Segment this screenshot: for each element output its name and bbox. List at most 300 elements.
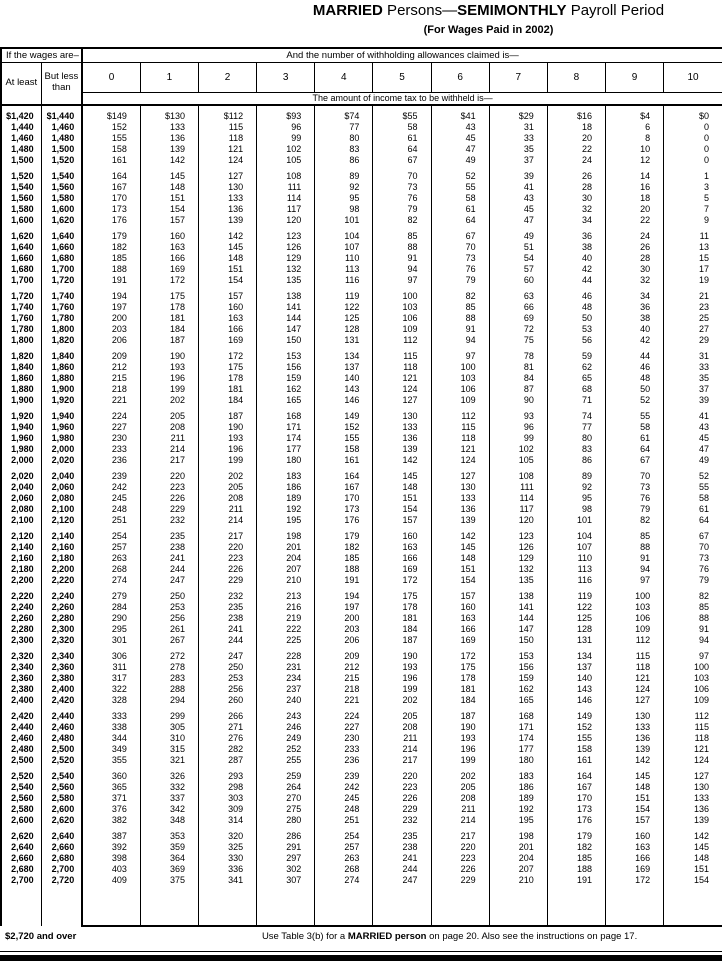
tax-amount-cell: 130 — [198, 182, 256, 193]
table-row — [1, 646, 722, 662]
filler-cell — [431, 886, 489, 926]
tax-amount-cell: 186 — [489, 782, 547, 793]
tax-amount-cell: 46 — [547, 286, 605, 302]
tax-amount-cell: 132 — [489, 564, 547, 575]
tax-amount-cell: 124 — [693, 755, 709, 765]
at-least-cell: 1,860 — [1, 373, 41, 384]
tax-amount-cell: 205 — [198, 482, 256, 493]
tax-amount-cell: 245 — [315, 793, 373, 804]
tax-amount-cell: 122 — [315, 302, 373, 313]
tax-amount-cell: 133 — [693, 793, 709, 803]
table-row — [1, 515, 722, 526]
tax-amount-cell: 68 — [547, 384, 605, 395]
tax-amount-cell: 190 — [140, 346, 198, 362]
tax-amount-cell: 246 — [257, 722, 315, 733]
title-tail: Payroll Period — [566, 2, 665, 19]
table-row — [1, 482, 722, 493]
tax-amount-cell: 194 — [82, 286, 140, 302]
tax-amount-cell: 148 — [693, 853, 709, 863]
tax-amount-cell: 241 — [140, 553, 198, 564]
header-row-3 — [1, 92, 722, 105]
tax-amount-cell: 171 — [257, 422, 315, 433]
tax-amount-cell: 199 — [198, 455, 256, 466]
tax-amount-cell: 264 — [257, 782, 315, 793]
filler-row — [1, 886, 722, 926]
at-least-cell: 2,260 — [1, 613, 41, 624]
but-less-cell: 2,580 — [41, 793, 82, 804]
table-row — [1, 564, 722, 575]
tax-amount-cell: 173 — [315, 504, 373, 515]
tax-amount-cell: 0 — [703, 133, 709, 143]
table-row — [1, 662, 722, 673]
tax-amount-cell: 106 — [431, 384, 489, 395]
table-row — [1, 575, 722, 586]
tax-amount-cell: 108 — [257, 166, 315, 182]
tax-amount-cell: 212 — [315, 662, 373, 673]
tax-amount-cell: 106 — [693, 684, 709, 694]
tax-amount-cell: 176 — [547, 815, 605, 826]
tax-amount-cell: 240 — [257, 695, 315, 706]
tax-amount-cell: 202 — [198, 466, 256, 482]
tax-amount-cell: $4 — [605, 105, 663, 122]
tax-amount-cell: 193 — [373, 662, 431, 673]
tax-amount-cell: 124 — [373, 384, 431, 395]
but-less-cell: 1,560 — [41, 182, 82, 193]
tax-amount-cell: 162 — [257, 384, 315, 395]
tax-amount-cell: 28 — [605, 253, 663, 264]
tax-amount-cell: 0 — [703, 122, 709, 132]
allowance-col-header-1: 1 — [140, 62, 198, 92]
at-least-cell: 2,120 — [1, 526, 41, 542]
tax-amount-cell: 100 — [693, 662, 709, 672]
at-least-cell: 2,380 — [1, 684, 41, 695]
table-row — [1, 204, 722, 215]
tax-amount-cell: 151 — [605, 793, 663, 804]
tax-amount-cell: 158 — [82, 144, 140, 155]
but-less-cell: 2,660 — [41, 842, 82, 853]
tax-amount-cell: 119 — [315, 286, 373, 302]
tax-amount-cell: 67 — [605, 455, 663, 466]
tax-amount-cell: 173 — [82, 204, 140, 215]
tax-amount-cell: 227 — [82, 422, 140, 433]
allowance-col-header-9: 9 — [605, 62, 663, 92]
but-less-cell: 2,200 — [41, 564, 82, 575]
tax-amount-cell: 178 — [198, 373, 256, 384]
but-less-cell: 1,540 — [41, 166, 82, 182]
tax-amount-cell: 24 — [605, 226, 663, 242]
tax-amount-cell: 203 — [82, 324, 140, 335]
tax-amount-cell: 295 — [82, 624, 140, 635]
tax-amount-cell: 127 — [605, 695, 663, 706]
bottom-thick-rule — [0, 955, 722, 961]
but-less-cell: 1,800 — [41, 324, 82, 335]
tax-amount-cell: 87 — [489, 384, 547, 395]
but-less-cell: 1,680 — [41, 253, 82, 264]
tax-amount-cell: 37 — [489, 155, 547, 166]
tax-amount-cell: 211 — [198, 504, 256, 515]
tax-amount-cell: 58 — [698, 493, 709, 503]
tax-amount-cell: 147 — [257, 324, 315, 335]
tax-amount-cell: 227 — [315, 722, 373, 733]
tax-amount-cell: 226 — [198, 564, 256, 575]
at-least-cell: 2,280 — [1, 624, 41, 635]
tax-amount-cell: 266 — [198, 706, 256, 722]
tax-amount-cell: 226 — [373, 793, 431, 804]
tax-amount-cell: 238 — [140, 542, 198, 553]
tax-amount-cell: 198 — [257, 526, 315, 542]
at-least-cell: 1,740 — [1, 302, 41, 313]
tax-amount-cell: 282 — [198, 744, 256, 755]
tax-amount-cell: 206 — [315, 635, 373, 646]
tax-amount-cell: 61 — [605, 433, 663, 444]
but-less-cell: 1,600 — [41, 204, 82, 215]
tax-amount-cell: 190 — [198, 422, 256, 433]
table-row — [1, 624, 722, 635]
table-row — [1, 373, 722, 384]
tax-amount-cell: 184 — [431, 695, 489, 706]
tax-amount-cell: 249 — [257, 733, 315, 744]
tax-amount-cell: 32 — [605, 275, 663, 286]
tax-amount-cell: 64 — [431, 215, 489, 226]
tax-amount-cell: 337 — [140, 793, 198, 804]
tax-amount-cell: 36 — [605, 302, 663, 313]
tax-amount-cell: 201 — [257, 542, 315, 553]
tax-amount-cell: 22 — [605, 215, 663, 226]
at-least-cell: 2,300 — [1, 635, 41, 646]
tax-amount-cell: 142 — [693, 831, 709, 841]
tax-amount-cell: 17 — [698, 264, 709, 274]
at-least-cell: 1,620 — [1, 226, 41, 242]
but-less-cell: 2,720 — [41, 875, 82, 886]
tax-amount-cell: 193 — [198, 433, 256, 444]
tax-amount-cell: 148 — [140, 182, 198, 193]
tax-amount-cell: 229 — [198, 575, 256, 586]
but-less-cell: 1,860 — [41, 362, 82, 373]
but-less-cell: 2,320 — [41, 635, 82, 646]
table-row — [1, 526, 722, 542]
table-row — [1, 755, 722, 766]
tax-amount-cell: 44 — [605, 346, 663, 362]
tax-amount-cell: 106 — [373, 313, 431, 324]
tax-amount-cell: 36 — [547, 226, 605, 242]
tax-amount-cell: 200 — [315, 613, 373, 624]
tax-amount-cell: 342 — [140, 804, 198, 815]
but-less-cell: 2,100 — [41, 504, 82, 515]
tax-amount-cell: 153 — [257, 346, 315, 362]
tax-amount-cell: 164 — [547, 766, 605, 782]
tax-amount-cell: 154 — [373, 504, 431, 515]
at-least-cell: 2,520 — [1, 766, 41, 782]
tax-amount-cell: 242 — [82, 482, 140, 493]
tax-amount-cell: 169 — [198, 335, 256, 346]
tax-amount-cell: 382 — [82, 815, 140, 826]
tax-amount-cell: 61 — [698, 504, 709, 514]
tax-amount-cell: 239 — [82, 466, 140, 482]
tax-amount-cell: 233 — [82, 444, 140, 455]
tax-amount-cell: 101 — [547, 515, 605, 526]
tax-amount-cell: 58 — [373, 122, 431, 133]
but-less-cell: 2,440 — [41, 706, 82, 722]
but-less-cell: 1,660 — [41, 242, 82, 253]
tax-amount-cell: 44 — [547, 275, 605, 286]
tax-amount-cell: 88 — [605, 542, 663, 553]
tax-amount-cell: 256 — [140, 613, 198, 624]
at-least-cell: 1,680 — [1, 264, 41, 275]
tax-amount-cell: 166 — [198, 324, 256, 335]
tax-amount-cell: 253 — [198, 673, 256, 684]
tax-amount-cell: 284 — [82, 602, 140, 613]
tax-amount-cell: 188 — [315, 564, 373, 575]
tax-amount-cell: 163 — [373, 542, 431, 553]
tax-amount-cell: 123 — [257, 226, 315, 242]
tax-amount-cell: 325 — [198, 842, 256, 853]
tax-amount-cell: 115 — [431, 422, 489, 433]
tax-amount-cell: 58 — [431, 193, 489, 204]
tax-amount-cell: 173 — [547, 804, 605, 815]
tax-amount-cell: 136 — [431, 504, 489, 515]
tax-amount-cell: 42 — [605, 335, 663, 346]
tax-amount-cell: 157 — [140, 215, 198, 226]
tax-amount-cell: 130 — [373, 406, 431, 422]
tax-amount-cell: 232 — [373, 815, 431, 826]
at-least-cell: 2,620 — [1, 826, 41, 842]
tax-amount-cell: 176 — [315, 515, 373, 526]
tax-amount-cell: 115 — [373, 346, 431, 362]
table-row — [1, 695, 722, 706]
table-row — [1, 335, 722, 346]
tax-amount-cell: 338 — [82, 722, 140, 733]
tax-amount-cell: 234 — [257, 673, 315, 684]
tax-amount-cell: 55 — [431, 182, 489, 193]
tax-amount-cell: 225 — [257, 635, 315, 646]
tax-amount-cell: 261 — [140, 624, 198, 635]
tax-amount-cell: 118 — [373, 362, 431, 373]
tax-amount-cell: 128 — [315, 324, 373, 335]
amount-label: The amount of income tax to be withheld is— — [82, 92, 722, 105]
but-less-cell: 2,220 — [41, 575, 82, 586]
tax-amount-cell: 154 — [693, 875, 709, 885]
tax-amount-cell: 120 — [257, 215, 315, 226]
tax-amount-cell: 302 — [257, 864, 315, 875]
tax-amount-cell: 190 — [373, 646, 431, 662]
table-row — [1, 504, 722, 515]
tax-amount-cell: 184 — [198, 395, 256, 406]
tax-amount-cell: 181 — [373, 613, 431, 624]
tax-amount-cell: 157 — [373, 515, 431, 526]
tax-amount-cell: $93 — [257, 105, 315, 122]
tax-amount-cell: 124 — [198, 155, 256, 166]
but-less-cell: 1,720 — [41, 275, 82, 286]
tax-amount-cell: 163 — [605, 842, 663, 853]
tax-amount-cell: 283 — [140, 673, 198, 684]
tax-amount-cell: 191 — [82, 275, 140, 286]
tax-amount-cell: 117 — [489, 504, 547, 515]
tax-amount-cell: 61 — [431, 204, 489, 215]
tax-amount-cell: 30 — [547, 193, 605, 204]
tax-amount-cell: 62 — [547, 362, 605, 373]
tax-amount-cell: $112 — [198, 105, 256, 122]
tax-amount-cell: 50 — [605, 384, 663, 395]
tax-amount-cell: 95 — [547, 493, 605, 504]
tax-amount-cell: $41 — [431, 105, 489, 122]
tax-amount-cell: 276 — [198, 733, 256, 744]
at-least-cell: 1,480 — [1, 144, 41, 155]
tax-amount-cell: 244 — [140, 564, 198, 575]
tax-amount-cell: 344 — [82, 733, 140, 744]
tax-amount-cell: 85 — [431, 302, 489, 313]
table-row — [1, 602, 722, 613]
tax-amount-cell: 74 — [547, 406, 605, 422]
tax-amount-cell: 169 — [140, 264, 198, 275]
tax-amount-cell: 85 — [698, 602, 709, 612]
tax-amount-cell: 105 — [257, 155, 315, 166]
tax-amount-cell: 152 — [547, 722, 605, 733]
tax-amount-cell: 288 — [140, 684, 198, 695]
tax-amount-cell: 192 — [489, 804, 547, 815]
tax-amount-cell: 35 — [698, 373, 709, 383]
tax-amount-cell: 79 — [373, 204, 431, 215]
tax-amount-cell: 184 — [140, 324, 198, 335]
tax-amount-cell: 45 — [698, 433, 709, 443]
table-footer — [1, 926, 722, 946]
tax-amount-cell: 75 — [489, 335, 547, 346]
tax-amount-cell: 172 — [605, 875, 663, 886]
tax-amount-cell: 22 — [547, 144, 605, 155]
tax-amount-cell: 136 — [605, 733, 663, 744]
tax-amount-cell: 113 — [547, 564, 605, 575]
tax-amount-cell: 73 — [698, 553, 709, 563]
tax-amount-cell: 40 — [547, 253, 605, 264]
table-row — [1, 122, 722, 133]
tax-amount-cell: 142 — [431, 526, 489, 542]
allowance-col-header-3: 3 — [257, 62, 315, 92]
tax-amount-cell: 403 — [82, 864, 140, 875]
tax-amount-cell: 127 — [373, 395, 431, 406]
tax-amount-cell: 89 — [315, 166, 373, 182]
at-least-cell: 2,540 — [1, 782, 41, 793]
tax-amount-cell: 116 — [547, 575, 605, 586]
tax-amount-cell: 392 — [82, 842, 140, 853]
tax-amount-cell: 332 — [140, 782, 198, 793]
at-least-cell: 1,940 — [1, 422, 41, 433]
tax-amount-cell: 167 — [547, 782, 605, 793]
tax-amount-cell: 164 — [315, 466, 373, 482]
tax-amount-cell: 251 — [82, 515, 140, 526]
tax-amount-cell: 211 — [373, 733, 431, 744]
tax-amount-cell: 26 — [547, 166, 605, 182]
tax-amount-cell: 80 — [547, 433, 605, 444]
tax-amount-cell: 64 — [698, 515, 709, 525]
table-row — [1, 842, 722, 853]
tax-amount-cell: 135 — [257, 275, 315, 286]
tax-amount-cell: 109 — [373, 324, 431, 335]
tax-amount-cell: 157 — [605, 815, 663, 826]
table-row — [1, 275, 722, 286]
tax-amount-cell: 136 — [373, 433, 431, 444]
tax-amount-cell: 142 — [605, 755, 663, 766]
tax-amount-cell: 271 — [198, 722, 256, 733]
tax-amount-cell: 210 — [489, 875, 547, 886]
tax-amount-cell: 45 — [489, 204, 547, 215]
tax-amount-cell: 54 — [489, 253, 547, 264]
table-row — [1, 804, 722, 815]
but-less-cell: 2,680 — [41, 853, 82, 864]
tax-amount-cell: 28 — [547, 182, 605, 193]
tax-amount-cell: 182 — [82, 242, 140, 253]
tax-amount-cell: 256 — [198, 684, 256, 695]
tax-amount-cell: 160 — [140, 226, 198, 242]
but-less-cell: 1,460 — [41, 122, 82, 133]
tax-amount-cell: 151 — [140, 193, 198, 204]
tax-amount-cell: 159 — [257, 373, 315, 384]
tax-amount-cell: 94 — [431, 335, 489, 346]
tax-amount-cell: 9 — [703, 215, 709, 225]
tax-amount-cell: 229 — [431, 875, 489, 886]
table-row — [1, 493, 722, 504]
tax-amount-cell: 188 — [547, 864, 605, 875]
tax-amount-cell: 168 — [257, 406, 315, 422]
allowance-col-header-0: 0 — [82, 62, 140, 92]
tax-amount-cell: 20 — [605, 204, 663, 215]
tax-amount-cell: 257 — [315, 842, 373, 853]
but-less-cell: 1,780 — [41, 313, 82, 324]
table-row — [1, 133, 722, 144]
tax-amount-cell: 112 — [431, 406, 489, 422]
tax-amount-cell: 69 — [489, 313, 547, 324]
tax-amount-cell: 106 — [605, 613, 663, 624]
tax-amount-cell: 144 — [489, 613, 547, 624]
tax-amount-cell: 135 — [489, 575, 547, 586]
but-less-cell: 2,400 — [41, 684, 82, 695]
tax-amount-cell: 221 — [315, 695, 373, 706]
tax-amount-cell: 163 — [431, 613, 489, 624]
tax-amount-cell: 202 — [140, 395, 198, 406]
tax-amount-cell: 235 — [198, 602, 256, 613]
tax-amount-cell: 145 — [373, 466, 431, 482]
tax-amount-cell: 78 — [489, 346, 547, 362]
tax-amount-cell: 223 — [140, 482, 198, 493]
header-row-2 — [1, 62, 722, 92]
tax-amount-cell: 156 — [489, 662, 547, 673]
tax-amount-cell: 97 — [698, 651, 709, 661]
at-least-cell: 2,560 — [1, 793, 41, 804]
tax-amount-cell: 148 — [198, 253, 256, 264]
tax-amount-cell: 41 — [489, 182, 547, 193]
tax-amount-cell: 178 — [431, 673, 489, 684]
tax-amount-cell: 163 — [140, 242, 198, 253]
table-row — [1, 853, 722, 864]
wage-group — [1, 105, 722, 166]
tax-amount-cell: 305 — [140, 722, 198, 733]
tax-amount-cell: 201 — [489, 842, 547, 853]
tax-amount-cell: 60 — [489, 275, 547, 286]
tax-amount-cell: 174 — [489, 733, 547, 744]
wage-group — [1, 406, 722, 466]
tax-amount-cell: 151 — [431, 564, 489, 575]
tax-amount-cell: 139 — [198, 215, 256, 226]
tax-amount-cell: 144 — [257, 313, 315, 324]
at-least-cell: 2,160 — [1, 553, 41, 564]
bottom-thin-rule — [0, 951, 722, 952]
tax-amount-cell: 192 — [257, 504, 315, 515]
tax-amount-cell: 169 — [373, 564, 431, 575]
tax-amount-cell: 291 — [257, 842, 315, 853]
table-row — [1, 346, 722, 362]
tax-amount-cell: 217 — [198, 526, 256, 542]
tax-amount-cell: 127 — [198, 166, 256, 182]
tax-amount-cell: 260 — [198, 695, 256, 706]
tax-amount-cell: 154 — [198, 275, 256, 286]
